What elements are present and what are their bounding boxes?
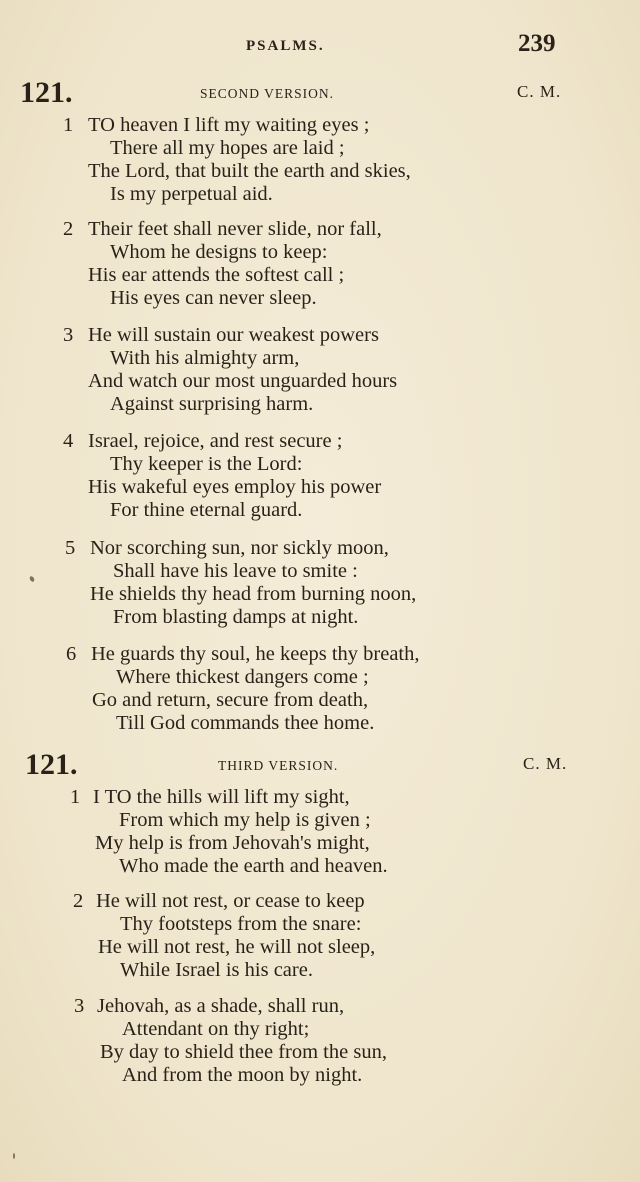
verse-line: Against surprising harm.: [110, 393, 314, 415]
verse-line: Till God commands thee home.: [116, 712, 375, 734]
verse-line: His eyes can never sleep.: [110, 287, 317, 309]
hymn-version: SECOND VERSION.: [200, 86, 335, 101]
verse-line: He will not rest, he will not sleep,: [98, 936, 376, 958]
verse-line: And watch our most unguarded hours: [88, 370, 398, 392]
verse-line: He guards thy soul, he keeps thy breath,: [91, 643, 420, 665]
running-head: [0, 30, 640, 60]
verse-line: He shields thy head from burning noon,: [90, 583, 417, 605]
verse-line: My help is from Jehovah's might,: [95, 832, 370, 854]
verse-line: Thy footsteps from the snare:: [120, 913, 362, 935]
verse-line: Whom he designs to keep:: [110, 241, 328, 263]
stanza-number: 1: [63, 114, 74, 136]
stanza-number: 1: [70, 786, 81, 808]
verse-line: Nor scorching sun, nor sickly moon,: [90, 537, 389, 559]
paper-speck: [13, 1153, 15, 1159]
verse-line: He will not rest, or cease to keep: [96, 890, 365, 912]
paper-speck: [29, 575, 35, 582]
stanza-number: 5: [65, 537, 76, 559]
verse-line: Thy keeper is the Lord:: [110, 453, 303, 475]
verse-line: He will sustain our weakest powers: [88, 324, 379, 346]
verse-line: For thine eternal guard.: [110, 499, 303, 521]
hymn-meter: C. M.: [523, 754, 568, 773]
hymn-version: THIRD VERSION.: [218, 758, 339, 773]
verse-line: With his almighty arm,: [110, 347, 300, 369]
verse-line: Is my perpetual aid.: [110, 183, 273, 205]
stanza-number: 2: [73, 890, 84, 912]
hymn-number: 121.: [20, 76, 73, 109]
stanza-number: 4: [63, 430, 74, 452]
stanza-number: 6: [66, 643, 77, 665]
verse-line: Who made the earth and heaven.: [119, 855, 388, 877]
hymn-header: [0, 76, 640, 112]
hymn-number: 121.: [25, 748, 78, 781]
verse-line: Shall have his leave to smite :: [113, 560, 358, 582]
stanza-number: 2: [63, 218, 74, 240]
stanza-number: 3: [74, 995, 85, 1017]
verse-line: Israel, rejoice, and rest secure ;: [88, 430, 343, 452]
verse-line: There all my hopes are laid ;: [110, 137, 345, 159]
running-title: PSALMS.: [246, 38, 325, 54]
verse-line: TO heaven I lift my waiting eyes ;: [88, 114, 370, 136]
hymn-header: [0, 748, 640, 784]
verse-line: Attendant on thy right;: [122, 1018, 310, 1040]
verse-line: While Israel is his care.: [120, 959, 313, 981]
stanza-number: 3: [63, 324, 74, 346]
page-number: 239: [518, 30, 556, 57]
verse-line: Go and return, secure from death,: [92, 689, 369, 711]
verse-line: From which my help is given ;: [119, 809, 371, 831]
verse-line: His wakeful eyes employ his power: [88, 476, 382, 498]
verse-line: I TO the hills will lift my sight,: [93, 786, 350, 808]
verse-line: Jehovah, as a shade, shall run,: [97, 995, 345, 1017]
verse-line: And from the moon by night.: [122, 1064, 363, 1086]
verse-line: By day to shield thee from the sun,: [100, 1041, 387, 1063]
verse-line: From blasting damps at night.: [113, 606, 359, 628]
verse-line: The Lord, that built the earth and skies,: [88, 160, 411, 182]
verse-line: His ear attends the softest call ;: [88, 264, 345, 286]
verse-line: Their feet shall never slide, nor fall,: [88, 218, 382, 240]
hymn-meter: C. M.: [517, 82, 562, 101]
verse-line: Where thickest dangers come ;: [116, 666, 369, 688]
